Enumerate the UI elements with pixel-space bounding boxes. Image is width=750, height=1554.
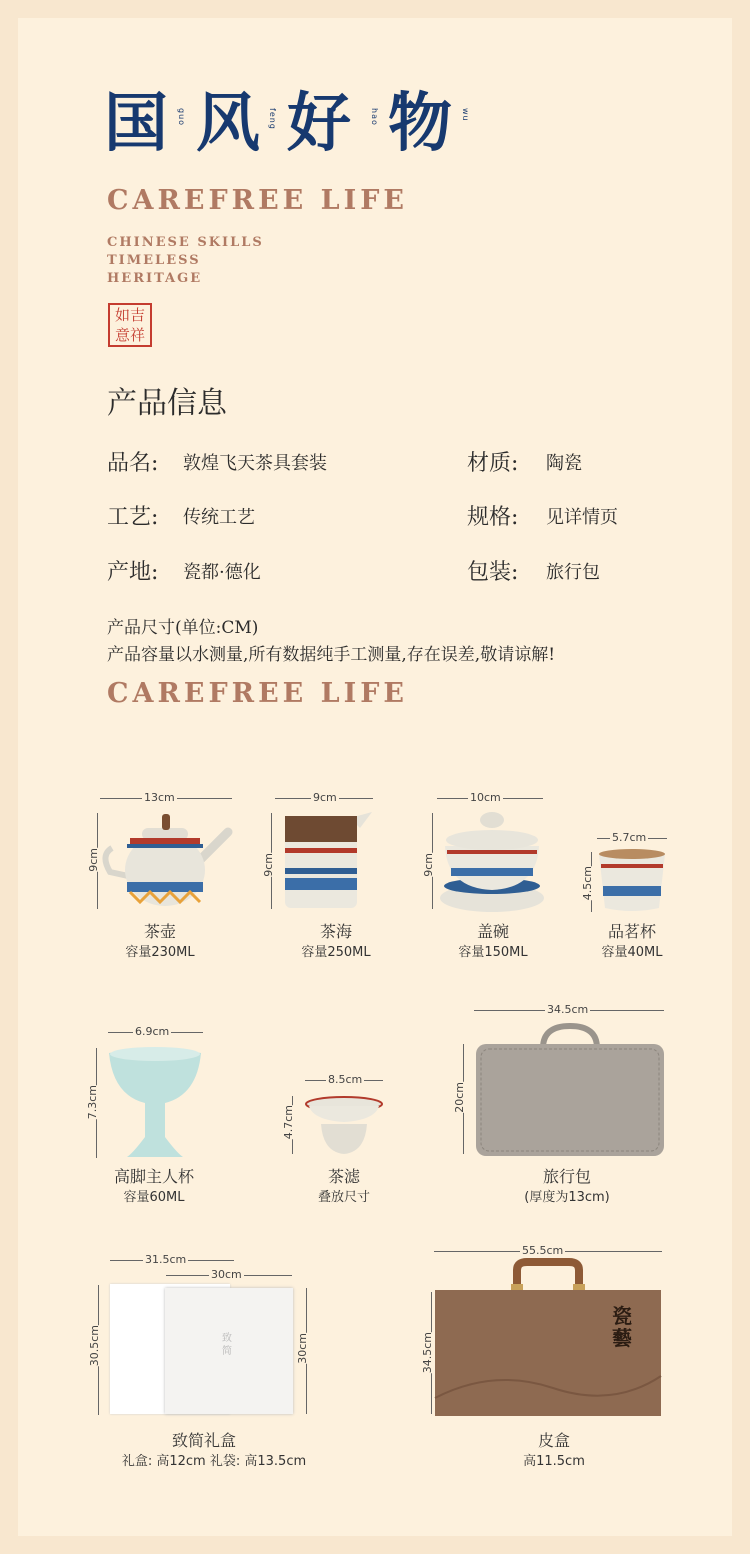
height-dim: 7.3cm [86, 1085, 99, 1120]
pitcher-image [280, 808, 375, 912]
carefree-heading: CAREFREE LIFE [107, 678, 408, 709]
width-dim: 8.5cm [328, 1073, 363, 1086]
leather-box-logo: 瓷藝 [612, 1304, 632, 1350]
spec-label: 规格: [467, 505, 519, 530]
spec-value: 陶瓷 [546, 453, 582, 474]
product-name: 高脚主人杯 [113, 1167, 194, 1186]
pinyin-label: feng [268, 108, 277, 130]
tagline-line: TIMELESS [107, 253, 201, 268]
tagline-line: HERITAGE [107, 271, 203, 286]
width-dim: 9cm [313, 791, 337, 804]
spec-label: 材质: [467, 451, 519, 476]
height-dim: 4.5cm [581, 866, 594, 901]
spec-value: 旅行包 [546, 562, 600, 583]
width-dim: 6.9cm [135, 1025, 170, 1038]
gift-box-label: 致简 [222, 1333, 232, 1357]
width-dim: 10cm [470, 791, 501, 804]
size-note: 产品尺寸(单位:CM) [107, 618, 259, 638]
height-dim: 34.5cm [421, 1332, 434, 1374]
width-dim: 55.5cm [522, 1244, 564, 1257]
height-dim: 30.5cm [88, 1325, 101, 1367]
product-name: 盖碗 [476, 922, 509, 941]
gaiwan-image [437, 806, 547, 916]
product-capacity: 容量250ML [301, 945, 371, 960]
product-capacity: 礼盒: 高12cm 礼袋: 高13.5cm [121, 1454, 307, 1469]
title-char: 风 [196, 86, 260, 161]
product-name: 茶滤 [327, 1167, 360, 1186]
pinyin-label: hao [370, 108, 379, 126]
product-name: 旅行包 [542, 1167, 591, 1186]
carefree-heading: CAREFREE LIFE [107, 185, 408, 216]
product-name: 致简礼盒 [171, 1431, 236, 1450]
title-char: 好 [287, 86, 351, 161]
product-capacity: 容量40ML [601, 945, 663, 960]
width-dim: 13cm [144, 791, 175, 804]
title-char: 物 [388, 86, 452, 161]
spec-label: 工艺: [107, 505, 159, 530]
title-char: 国 [104, 86, 168, 161]
product-capacity: 叠放尺寸 [317, 1190, 370, 1205]
product-name: 品茗杯 [607, 922, 656, 941]
host-cup-image [105, 1045, 205, 1160]
width-dim: 30cm [211, 1268, 242, 1281]
spec-value: 传统工艺 [183, 507, 255, 528]
height-dim: 4.7cm [282, 1105, 295, 1140]
spec-value: 见详情页 [546, 507, 618, 528]
info-heading: 产品信息 [107, 386, 227, 421]
height-dim: 9cm [422, 853, 435, 877]
product-name: 茶海 [319, 922, 352, 941]
product-name: 茶壶 [143, 922, 176, 941]
height-dim: 30cm [296, 1333, 309, 1364]
width-dim: 5.7cm [612, 831, 647, 844]
product-capacity: (厚度为13cm) [524, 1190, 610, 1205]
teapot-image [100, 810, 235, 910]
spec-value: 敦煌飞天茶具套装 [183, 453, 327, 474]
spec-label: 产地: [107, 560, 159, 585]
width-dim: 34.5cm [547, 1003, 589, 1016]
pinyin-label: guo [177, 108, 186, 127]
width-dim: 31.5cm [145, 1253, 187, 1266]
seal-stamp: 如吉 意祥 [108, 303, 152, 347]
height-dim: 9cm [262, 853, 275, 877]
spec-label: 包装: [467, 560, 519, 585]
measure-note: 产品容量以水测量,所有数据纯手工测量,存在误差,敬请谅解! [107, 645, 556, 665]
product-name: 皮盒 [537, 1431, 570, 1450]
strainer-image [303, 1094, 385, 1156]
spec-label: 品名: [107, 451, 159, 476]
height-dim: 9cm [87, 848, 100, 872]
cup-image [597, 848, 667, 914]
product-capacity: 容量60ML [123, 1190, 185, 1205]
product-capacity: 容量230ML [125, 945, 195, 960]
product-capacity: 容量150ML [458, 945, 528, 960]
product-capacity: 高11.5cm [523, 1454, 585, 1469]
tagline-line: CHINESE SKILLS [107, 235, 264, 250]
height-dim: 20cm [453, 1082, 466, 1113]
travel-bag-image [473, 1022, 667, 1158]
spec-value: 瓷都·德化 [183, 562, 261, 583]
pinyin-label: wu [461, 108, 470, 122]
